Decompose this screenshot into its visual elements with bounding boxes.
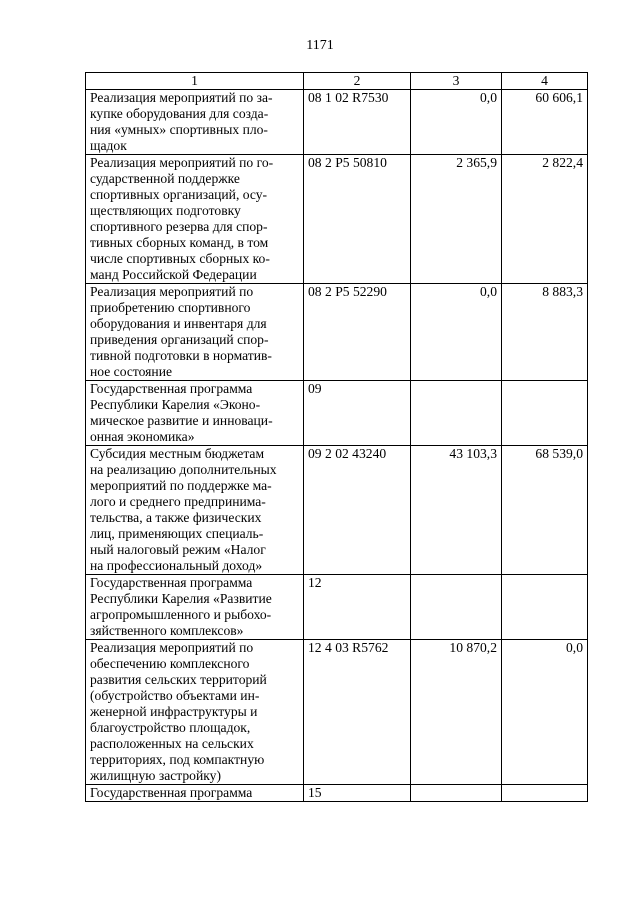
description-line: женерной инфраструктуры и [90,704,258,719]
description-line: Реализация мероприятий по го- [90,155,274,170]
row-amount-col3: 43 103,3 [411,446,502,575]
row-code: 08 1 02 R7530 [304,90,411,155]
row-amount-col3 [411,575,502,640]
row-amount-col4: 2 822,4 [502,155,588,284]
description-line: зяйственного комплексов» [90,623,244,638]
description-line: ществляющих подготовку [90,203,241,218]
description-line: территориях, под компактную [90,752,265,767]
row-amount-col4 [502,785,588,802]
budget-table [85,72,588,802]
row-code: 08 2 P5 52290 [304,284,411,381]
description-line: тивных сборных команд, в том [90,235,269,250]
description-line: спортивного резерва для спор- [90,219,268,234]
table-row [86,446,588,575]
row-description [86,284,304,381]
description-line: манд Российской Федерации [90,267,257,282]
description-line: ния «умных» спортивных пло- [90,122,268,137]
row-description [86,785,304,802]
row-code: 15 [304,785,411,802]
description-line: ный налоговый режим «Налог [90,542,266,557]
row-amount-col3 [411,785,502,802]
description-line: лого и среднего предпринима- [90,494,266,509]
table-row [86,785,588,802]
description-line: мическое развитие и инноваци- [90,413,273,428]
row-code: 12 4 03 R5762 [304,640,411,785]
description-line: развития сельских территорий [90,672,267,687]
table-row [86,90,588,155]
description-line: расположенных на сельских [90,736,254,751]
description-line: оборудования и инвентаря для [90,316,267,331]
table-row [86,640,588,785]
row-code: 09 2 02 43240 [304,446,411,575]
description-line: благоустройство площадок, [90,720,251,735]
description-line: спортивных организаций, осу- [90,187,268,202]
row-code: 12 [304,575,411,640]
page-number: 1171 [306,38,334,53]
description-line: Государственная программа [90,575,253,590]
row-code: 09 [304,381,411,446]
row-description [86,640,304,785]
description-line: Республики Карелия «Эконо- [90,397,261,412]
description-line: тельства, а также физических [90,510,262,525]
row-amount-col3 [411,381,502,446]
row-amount-col3: 0,0 [411,90,502,155]
column-header-2: 2 [304,73,411,90]
row-amount-col3: 10 870,2 [411,640,502,785]
row-amount-col3: 0,0 [411,284,502,381]
table-body [86,90,588,802]
row-code: 08 2 P5 50810 [304,155,411,284]
description-line: тивной подготовки в норматив- [90,348,272,363]
row-amount-col3: 2 365,9 [411,155,502,284]
row-description [86,90,304,155]
description-line: числе спортивных сборных ко- [90,251,270,266]
description-line: Реализация мероприятий по [90,640,254,655]
description-line: Государственная программа [90,381,253,396]
row-description [86,155,304,284]
description-line: приобретению спортивного [90,300,251,315]
row-amount-col4 [502,575,588,640]
description-line: мероприятий по поддержке ма- [90,478,272,493]
description-line: (обустройство объектами ин- [90,688,260,703]
column-header-4: 4 [502,73,588,90]
table-row [86,575,588,640]
description-line: на профессиональный доход» [90,558,263,573]
description-line: на реализацию дополнительных [90,462,277,477]
table-row [86,381,588,446]
column-header-3: 3 [411,73,502,90]
column-header-1: 1 [86,73,304,90]
table-header-row [86,73,588,90]
row-description [86,575,304,640]
row-description [86,381,304,446]
description-line: жилищную застройку) [90,768,221,783]
description-line: агропромышленного и рыбохо- [90,607,272,622]
table-row [86,155,588,284]
description-line: приведения организаций спор- [90,332,269,347]
row-amount-col4: 0,0 [502,640,588,785]
row-amount-col4 [502,381,588,446]
table-row [86,284,588,381]
description-line: Республики Карелия «Развитие [90,591,272,606]
description-line: ное состояние [90,364,173,379]
row-amount-col4: 8 883,3 [502,284,588,381]
description-line: щадок [90,138,127,153]
description-line: Государственная программа [90,785,253,800]
row-amount-col4: 68 539,0 [502,446,588,575]
description-line: лиц, применяющих специаль- [90,526,264,541]
description-line: Субсидия местным бюджетам [90,446,265,461]
description-line: Реализация мероприятий по [90,284,254,299]
description-line: онная экономика» [90,429,195,444]
description-line: купке оборудования для созда- [90,106,269,121]
description-line: Реализация мероприятий по за- [90,90,273,105]
description-line: сударственной поддержке [90,171,240,186]
description-line: обеспечению комплексного [90,656,250,671]
row-description [86,446,304,575]
row-amount-col4: 60 606,1 [502,90,588,155]
